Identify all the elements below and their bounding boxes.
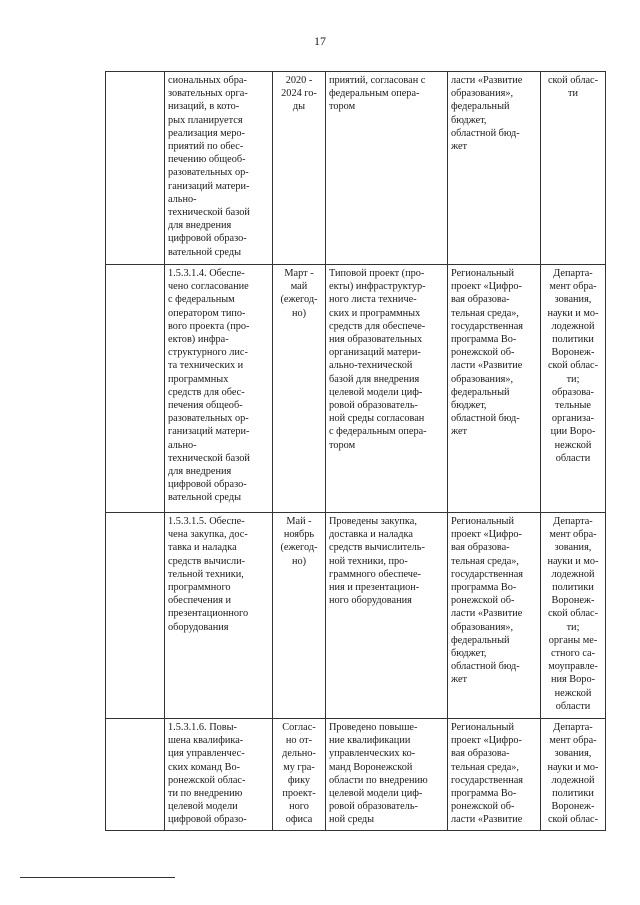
text-line: вательной среды: [168, 492, 241, 504]
result-cell: [326, 265, 448, 513]
text-line: цифровой образо-: [168, 814, 247, 826]
text-line: ских команд Во-: [168, 761, 241, 773]
text-line: для внедрения: [168, 220, 232, 232]
text-line: тельная среда»,: [451, 761, 519, 773]
text-line: стного са-: [550, 648, 596, 660]
text-line: ровой образователь-: [329, 801, 418, 813]
text-line: ды: [292, 101, 306, 113]
text-line: ской облас-: [547, 608, 599, 620]
text-line: государственная: [451, 568, 524, 580]
text-line: области: [555, 700, 591, 712]
text-line: (ежегод-: [280, 294, 318, 306]
text-line: ного: [289, 801, 309, 813]
text-line: ласти «Развитие: [451, 75, 523, 86]
text-line: жет: [451, 141, 468, 153]
text-line: зования,: [554, 294, 592, 306]
footer-divider: [20, 877, 175, 878]
text-line: Соглас-: [282, 722, 316, 733]
text-line: средств для обес-: [168, 386, 245, 398]
text-line: цифровой образо-: [168, 233, 247, 245]
text-line: сиональных обра-: [168, 75, 247, 86]
text-line: моуправле-: [548, 661, 598, 673]
text-line: проект «Цифро-: [451, 735, 522, 747]
page-number: 17: [314, 34, 326, 48]
text-line: Май -: [286, 516, 312, 527]
text-line: бюджет,: [451, 114, 487, 126]
text-line: лодежной: [551, 320, 595, 332]
executor-cell: [541, 265, 606, 513]
text-line: ских и программных: [329, 307, 421, 319]
text-line: средств для обеспече-: [329, 320, 426, 332]
text-line: приятий по обес-: [168, 141, 244, 153]
term-cell: [273, 513, 326, 719]
text-line: Региональный: [451, 268, 514, 279]
text-line: ласти «Развитие: [451, 360, 523, 372]
text-line: базой для внедрения: [329, 373, 420, 385]
text-line: обеспечения и: [168, 595, 232, 607]
text-line: образова-: [552, 386, 594, 398]
text-line: средств вычисли-: [168, 555, 246, 567]
text-line: федеральным опера-: [329, 88, 420, 100]
text-line: 1.5.3.1.6. Повы-: [168, 722, 237, 733]
text-line: разовательных ор-: [168, 167, 249, 179]
text-line: май: [290, 281, 308, 293]
text-line: организа-: [551, 413, 595, 425]
program-cell: [448, 719, 541, 831]
text-line: 1.5.3.1.5. Обеспе-: [168, 516, 245, 527]
text-line: области: [555, 452, 591, 464]
text-line: политики: [552, 788, 594, 800]
text-line: ние квалификации: [329, 735, 411, 747]
text-line: Департа-: [553, 516, 593, 527]
text-line: ганизаций матери-: [168, 426, 250, 438]
text-line: Типовой проект (про-: [329, 268, 425, 279]
row-number-cell: [106, 513, 165, 719]
text-line: ти;: [566, 373, 580, 385]
text-line: с федеральным опера-: [329, 426, 427, 438]
text-line: ронежской об-: [451, 801, 515, 813]
text-line: оборудования: [168, 621, 229, 633]
text-line: программа Во-: [451, 788, 517, 800]
text-line: тельная среда»,: [451, 555, 519, 567]
text-line: 2024 го-: [281, 88, 317, 100]
text-line: ция управленчес-: [168, 748, 245, 760]
text-line: тором: [329, 101, 356, 113]
term-cell: [273, 72, 326, 265]
text-line: манд Воронежской: [329, 761, 413, 773]
result-cell: [326, 513, 448, 719]
text-line: Проведено повыше-: [329, 722, 418, 733]
text-line: проект «Цифро-: [451, 529, 522, 541]
text-line: органы ме-: [548, 634, 598, 646]
row-number-cell: [106, 719, 165, 831]
text-line: тавка и наладка: [168, 542, 237, 554]
text-line: тором: [329, 439, 356, 451]
text-line: чено согласование: [168, 281, 249, 293]
text-line: приятий, согласован с: [329, 75, 426, 86]
text-line: офиса: [285, 814, 313, 826]
text-line: управленческих ко-: [329, 748, 416, 760]
table-row: [106, 265, 606, 513]
text-line: целевой модели циф-: [329, 386, 423, 398]
text-line: тельная среда»,: [451, 307, 519, 319]
term-cell: [273, 265, 326, 513]
text-line: федеральный: [451, 386, 510, 398]
text-line: мент обра-: [549, 529, 597, 541]
text-line: Воронеж-: [551, 595, 595, 607]
text-line: областной бюд-: [451, 413, 520, 425]
table-row: [106, 513, 606, 719]
text-line: Проведены закупка,: [329, 516, 417, 527]
text-line: ти: [567, 88, 578, 100]
text-line: реализация меро-: [168, 127, 245, 139]
text-line: целевой модели: [168, 801, 238, 813]
action-cell: [165, 513, 273, 719]
text-line: проект-: [282, 788, 316, 800]
text-line: ния Воро-: [550, 674, 596, 686]
text-line: Март -: [284, 268, 314, 279]
text-line: целевой модели циф-: [329, 788, 423, 800]
text-line: областной бюд-: [451, 661, 520, 673]
text-line: разовательных ор-: [168, 413, 249, 425]
text-line: зования,: [554, 542, 592, 554]
text-line: печения общеоб-: [168, 400, 243, 412]
text-line: ронежской облас-: [168, 774, 246, 786]
text-line: программа Во-: [451, 582, 517, 594]
program-cell: [448, 265, 541, 513]
text-line: дельно-: [282, 748, 316, 760]
text-line: науки и мо-: [547, 555, 599, 567]
text-line: государственная: [451, 320, 524, 332]
text-line: бюджет,: [451, 648, 487, 660]
text-line: нежской: [554, 439, 592, 451]
text-line: ной техники, про-: [329, 555, 408, 567]
executor-cell: [541, 719, 606, 831]
text-line: шена квалифика-: [168, 735, 244, 747]
text-line: зовательных орга-: [168, 88, 248, 100]
text-line: организаций матери-: [329, 347, 421, 359]
text-line: ально-технической: [329, 360, 413, 372]
text-line: ции Воро-: [550, 426, 596, 438]
text-line: структурного лис-: [168, 347, 248, 359]
text-line: ально-: [168, 193, 197, 205]
action-cell: [165, 72, 273, 265]
text-line: ской облас-: [547, 75, 599, 86]
executor-cell: [541, 72, 606, 265]
text-line: ной среды согласован: [329, 413, 425, 425]
text-line: ровой образователь-: [329, 400, 418, 412]
text-line: низаций, в кото-: [168, 101, 240, 113]
text-line: мент обра-: [549, 281, 597, 293]
text-line: программа Во-: [451, 334, 517, 346]
program-cell: [448, 72, 541, 265]
text-line: технической базой: [168, 207, 250, 219]
text-line: ально-: [168, 439, 197, 451]
term-cell: [273, 719, 326, 831]
text-line: ной среды: [329, 814, 375, 826]
text-line: Региональный: [451, 722, 514, 733]
text-line: ния образовательных: [329, 334, 423, 346]
text-line: вательной среды: [168, 246, 241, 258]
text-line: доставка и наладка: [329, 529, 413, 541]
text-line: ного оборудования: [329, 595, 412, 607]
action-cell: [165, 265, 273, 513]
text-line: для внедрения: [168, 466, 232, 478]
text-line: но от-: [285, 735, 313, 747]
measures-table-body: [106, 72, 606, 831]
text-line: 1.5.3.1.4. Обеспе-: [168, 268, 245, 279]
text-line: зования,: [554, 748, 592, 760]
text-line: цифровой образо-: [168, 479, 247, 491]
text-line: тельной техники,: [168, 568, 244, 580]
text-line: вого проекта (про-: [168, 320, 250, 332]
text-line: с федеральным: [168, 294, 235, 306]
text-line: бюджет,: [451, 400, 487, 412]
text-line: образования»,: [451, 373, 514, 385]
text-line: области по внедрению: [329, 774, 428, 786]
text-line: ронежской об-: [451, 347, 515, 359]
text-line: Департа-: [553, 268, 593, 279]
text-line: политики: [552, 334, 594, 346]
text-line: Региональный: [451, 516, 514, 527]
text-line: вая образова-: [451, 294, 510, 306]
result-cell: [326, 72, 448, 265]
text-line: чена закупка, дос-: [168, 529, 248, 541]
text-line: науки и мо-: [547, 761, 599, 773]
text-line: граммного обеспече-: [329, 568, 421, 580]
table-row: [106, 72, 606, 265]
text-line: 2020 -: [285, 75, 313, 86]
text-line: нежской: [554, 687, 592, 699]
text-line: (ежегод-: [280, 542, 318, 554]
text-line: жет: [451, 674, 468, 686]
text-line: но): [291, 307, 307, 319]
row-number-cell: [106, 72, 165, 265]
text-line: ти;: [566, 621, 580, 633]
text-line: Воронеж-: [551, 347, 595, 359]
text-line: Департа-: [553, 722, 593, 733]
text-line: но): [291, 555, 307, 567]
text-line: федеральный: [451, 101, 510, 113]
text-line: ганизаций матери-: [168, 180, 250, 192]
text-line: фику: [287, 774, 311, 786]
text-line: ния и презентацион-: [329, 582, 420, 594]
text-line: та технических и: [168, 360, 244, 372]
text-line: ектов) инфра-: [168, 334, 229, 346]
text-line: федеральный: [451, 634, 510, 646]
text-line: вая образова-: [451, 748, 510, 760]
text-line: ласти «Развитие: [451, 814, 523, 826]
text-line: вая образова-: [451, 542, 510, 554]
text-line: печению общеоб-: [168, 154, 246, 166]
text-line: ноябрь: [283, 529, 315, 541]
text-line: областной бюд-: [451, 127, 520, 139]
text-line: технической базой: [168, 452, 250, 464]
text-line: образования»,: [451, 88, 514, 100]
text-line: презентационного: [168, 608, 249, 620]
text-line: средств вычислитель-: [329, 542, 425, 554]
text-line: тельные: [555, 400, 591, 412]
text-line: лодежной: [551, 774, 595, 786]
row-number-cell: [106, 265, 165, 513]
action-cell: [165, 719, 273, 831]
text-line: лодежной: [551, 568, 595, 580]
table-row: [106, 719, 606, 831]
text-line: ской облас-: [547, 360, 599, 372]
text-line: екты) инфраструктур-: [329, 281, 426, 293]
text-line: программных: [168, 373, 229, 385]
text-line: жет: [451, 426, 468, 438]
executor-cell: [541, 513, 606, 719]
measures-table: [105, 71, 606, 831]
text-line: проект «Цифро-: [451, 281, 522, 293]
text-line: образования»,: [451, 621, 514, 633]
text-line: му гра-: [283, 761, 315, 773]
text-line: ти по внедрению: [168, 788, 243, 800]
text-line: ного листа техниче-: [329, 294, 417, 306]
text-line: политики: [552, 582, 594, 594]
text-line: государственная: [451, 774, 524, 786]
text-line: программного: [168, 582, 231, 594]
text-line: науки и мо-: [547, 307, 599, 319]
text-line: оператором типо-: [168, 307, 246, 319]
text-line: ской облас-: [547, 814, 599, 826]
program-cell: [448, 513, 541, 719]
text-line: Воронеж-: [551, 801, 595, 813]
result-cell: [326, 719, 448, 831]
text-line: мент обра-: [549, 735, 597, 747]
text-line: рых планируется: [168, 114, 243, 126]
text-line: ласти «Развитие: [451, 608, 523, 620]
text-line: ронежской об-: [451, 595, 515, 607]
